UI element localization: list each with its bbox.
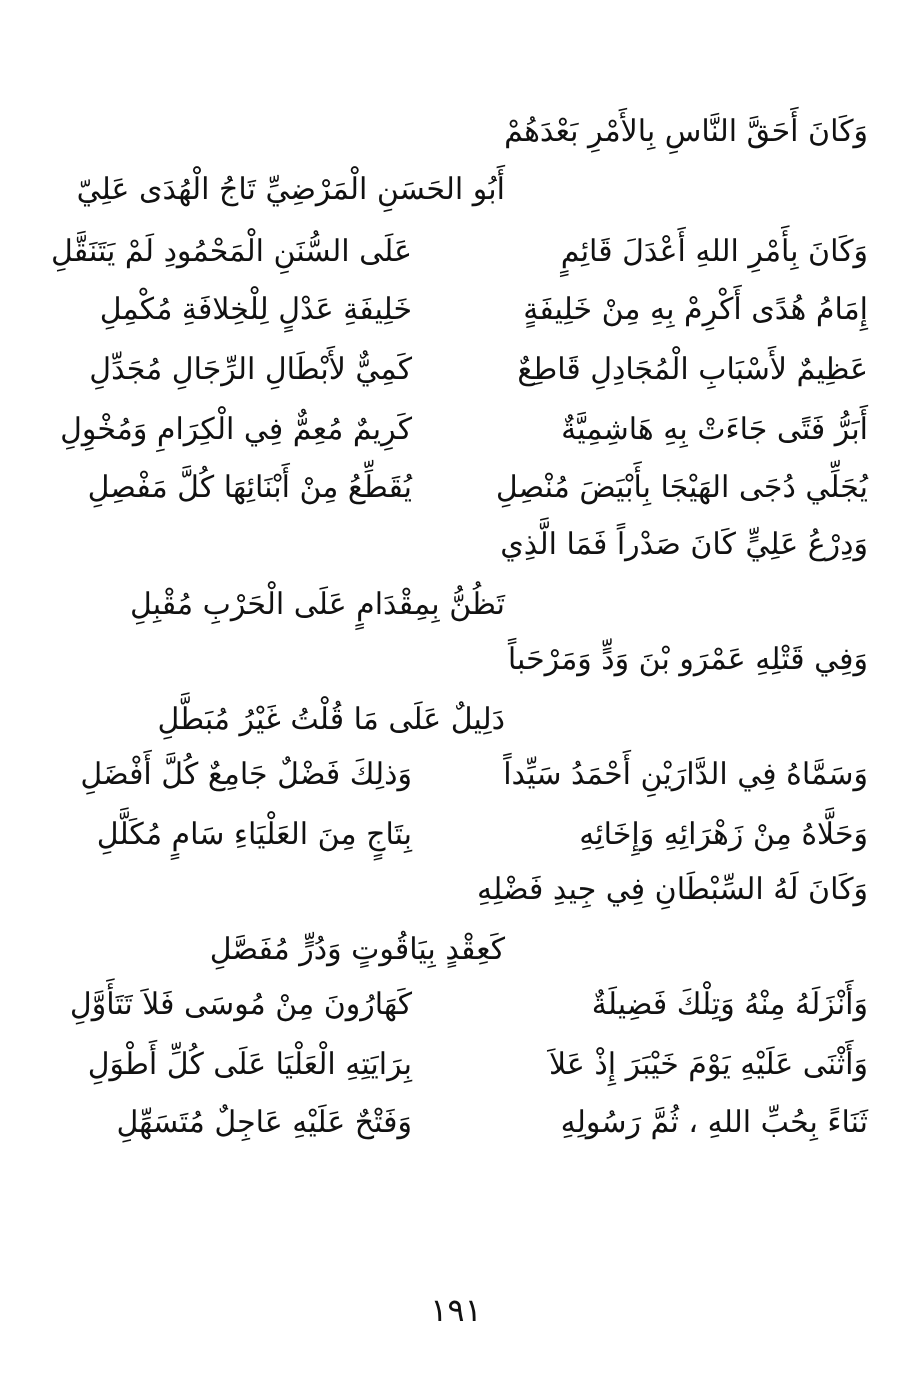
verse-13-second-hemistich: بِتَاجٍ مِنَ العَلْيَاءِ سَامٍ مُكَلَّلِ — [96, 817, 412, 852]
verse-13-first-hemistich: وَحَلَّاهُ مِنْ زَهْرَائِهِ وَإِخَائِهِ — [579, 817, 868, 852]
poem-line-14: وَكَانَ لَهُ السِّبْطَانِ فِي جِيدِ فَضْلِهِ — [477, 872, 868, 907]
verse-17-first-hemistich: وَأَثْنَى عَلَيْهِ يَوْمَ خَيْبَرَ إِذْ عَلاَ — [549, 1047, 868, 1082]
verse-6-second-hemistich: كَرِيمٌ مُعِمٌّ فِي الْكِرَامِ وَمُخْوِلِ — [60, 412, 412, 447]
verse-16-first-hemistich: وَأَنْزَلَهُ مِنْهُ وَتِلْكَ فَضِيلَةٌ — [591, 987, 868, 1022]
verse-3-second-hemistich: عَلَى السُّنَنِ الْمَحْمُودِ لَمْ يَتَنَقَّلِ — [51, 234, 412, 269]
verse-7-second-hemistich: يُقَطِّعُ مِنْ أَبْنَائِهَا كُلَّ مَفْصِلِ — [87, 470, 412, 505]
verse-4-first-hemistich: إِمَامُ هُدًى أَكْرِمْ بِهِ مِنْ خَلِيفَةٍ — [523, 292, 868, 327]
page-number: ١٩١ — [430, 1291, 482, 1329]
poem-line-10: وَفِي قَتْلِهِ عَمْرَو بْنَ وَدٍّ وَمَرْحَباً — [507, 642, 868, 677]
verse-7-first-hemistich: يُجَلِّي دُجَى الهَيْجَا بِأَبْيَضَ مُنْصِلِ — [495, 470, 868, 505]
poem-line-1: وَكَانَ أَحَقَّ النَّاسِ بِالأَمْرِ بَعْدَهُمْ — [504, 114, 868, 149]
verse-18-first-hemistich: ثَنَاءً بِحُبِّ اللهِ ، ثُمَّ رَسُولِهِ — [560, 1105, 868, 1140]
verse-3-first-hemistich: وَكَانَ بِأَمْرِ اللهِ أَعْدَلَ قَائِمٍ — [560, 234, 868, 269]
verse-16-second-hemistich: كَهَارُونَ مِنْ مُوسَى فَلاَ تَتَأَوَّلِ — [69, 987, 412, 1022]
verse-5-first-hemistich: عَظِيمٌ لأَسْبَابِ الْمُجَادِلِ قَاطِعٌ — [517, 352, 868, 387]
verse-4-second-hemistich: خَلِيفَةِ عَدْلٍ لِلْخِلافَةِ مُكْمِلِ — [99, 292, 412, 327]
poem-line-15: كَعِقْدٍ بِيَاقُوتٍ وَدُرٍّ مُفَصَّلِ — [209, 932, 505, 967]
poem-line-9: تَظُنُّ بِمِقْدَامٍ عَلَى الْحَرْبِ مُقْبِلِ — [130, 587, 505, 622]
verse-5-second-hemistich: كَمِيٌّ لأَبْطَالِ الرِّجَالِ مُجَدِّلِ — [89, 352, 412, 387]
verse-17-second-hemistich: بِرَايَتِهِ الْعَلْيَا عَلَى كُلِّ أَطْوَلِ — [87, 1047, 412, 1082]
poem-line-8: وَدِرْعُ عَلِيٍّ كَانَ صَدْراً فَمَا الَّذِي — [500, 527, 868, 562]
verse-12-first-hemistich: وَسَمَّاهُ فِي الدَّارَيْنِ أَحْمَدُ سَيِّداً — [503, 757, 868, 792]
verse-6-first-hemistich: أَبَرُّ فَتًى جَاءَتْ بِهِ هَاشِمِيَّةٌ — [561, 412, 868, 447]
poem-line-2: أَبُو الحَسَنِ الْمَرْضِيِّ تَاجُ الْهُدَى عَلِيّ — [76, 172, 505, 207]
verse-12-second-hemistich: وَذلِكَ فَضْلٌ جَامِعٌ كُلَّ أَفْضَلِ — [80, 757, 412, 792]
poem-line-11: دَلِيلٌ عَلَى مَا قُلْتُ غَيْرُ مُبَطَّلِ — [157, 702, 505, 737]
verse-18-second-hemistich: وَفَتْحٌ عَلَيْهِ عَاجِلٌ مُتَسَهِّلِ — [116, 1105, 412, 1140]
